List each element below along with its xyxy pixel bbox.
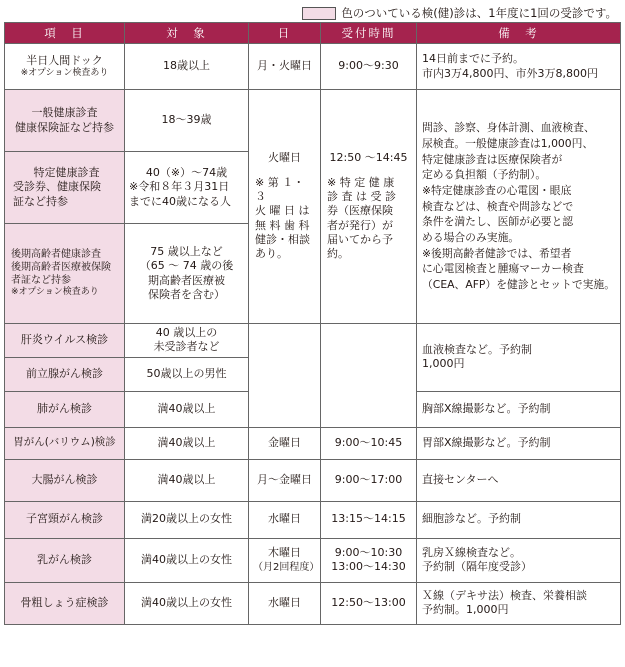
- item-cell: 乳がん検診: [5, 538, 125, 582]
- day-cell: 金曜日: [249, 427, 321, 459]
- target-cell: 50歳以上の男性: [125, 357, 249, 391]
- note-cell: 胸部X線撮影など。予約制: [417, 391, 621, 427]
- note-cell: 直接センターへ: [417, 459, 621, 501]
- header-time: 受付時間: [321, 23, 417, 44]
- table-row: [5, 582, 621, 624]
- table-row: [5, 44, 621, 90]
- time-cell: 9:00〜9:30: [321, 44, 417, 90]
- item-cell: 肝炎ウイルス検診: [5, 324, 125, 358]
- target-cell: 満40歳以上: [125, 427, 249, 459]
- table-row: [5, 427, 621, 459]
- header-item: 項 目: [5, 23, 125, 44]
- item-cell: 後期高齢者健康診査 後期高齢者医療被保険 者証など持参 ※オプション検査あり: [5, 224, 125, 324]
- target-cell: 40（※）〜74歳 ※令和８年３月31日 までに40歳になる人: [125, 152, 249, 224]
- day-cell: [249, 324, 321, 428]
- target-cell: 満20歳以上の女性: [125, 501, 249, 538]
- header-row: [5, 23, 621, 44]
- day-cell: 木曜日 （月2回程度）: [249, 538, 321, 582]
- item-cell: 骨粗しょう症検診: [5, 582, 125, 624]
- item-cell: 特定健康診査 受診券、健康保険 証など持参: [5, 152, 125, 224]
- table-row: [5, 324, 621, 358]
- item-cell: 半日人間ドック ※オプション検査あり: [5, 44, 125, 90]
- time-cell: 12:50 〜14:45 ※ 特 定 健 康 診 査 は 受 診 券（医療保険 者が発行）が 届いてから予 約。: [321, 90, 417, 324]
- header-note: 備 考: [417, 23, 621, 44]
- table-row: [5, 501, 621, 538]
- target-cell: 満40歳以上の女性: [125, 582, 249, 624]
- note-cell: 血液検査など。予約制 1,000円: [417, 324, 621, 392]
- note-cell: 問診、診察、身体計測、血液検査、 尿検査。一般健康診査は1,000円、 特定健康診査は医療保険者が 定める負担額（予約制）。 ※特定健康診査の心電図・眼底 検査などは、検査や問診などで 条件を満たし、医師が必要と認 める場合のみ実施。 ※後期高齢者健診では、希望者 に心電図検査と腫瘍マーカー検査 （CEA、AFP）を健診とセットで実施。: [417, 90, 621, 324]
- target-cell: 満40歳以上の女性: [125, 538, 249, 582]
- time-cell: 9:00〜10:30 13:00〜14:30: [321, 538, 417, 582]
- item-cell: 肺がん検診: [5, 391, 125, 427]
- target-cell: 18歳以上: [125, 44, 249, 90]
- table-row: [5, 459, 621, 501]
- legend-text: 色のついている検(健)診は、1年度に1回の受診です。: [341, 6, 617, 20]
- legend-swatch: [302, 7, 336, 20]
- note-cell: Ｘ線（デキサ法）検査、栄養相談 予約制。1,000円: [417, 582, 621, 624]
- header-target: 対 象: [125, 23, 249, 44]
- note-cell: 14日前までに予約。 市内3万4,800円、市外3万8,800円: [417, 44, 621, 90]
- target-cell: 満40歳以上: [125, 391, 249, 427]
- time-cell: [321, 324, 417, 428]
- day-cell: 月〜金曜日: [249, 459, 321, 501]
- item-cell: 大腸がん検診: [5, 459, 125, 501]
- time-cell: 12:50〜13:00: [321, 582, 417, 624]
- target-cell: 40 歳以上の 未受診者など: [125, 324, 249, 358]
- target-cell: 75 歳以上など （65 〜 74 歳の後 期高齢者医療被 保険者を含む）: [125, 224, 249, 324]
- target-cell: 満40歳以上: [125, 459, 249, 501]
- day-cell: 水曜日: [249, 501, 321, 538]
- day-cell: 月・火曜日: [249, 44, 321, 90]
- item-cell: 胃がん(バリウム)検診: [5, 427, 125, 459]
- checkup-table: [4, 22, 621, 625]
- day-cell: 火曜日 ※ 第 １・３ 火 曜 日 は 無 料 歯 科 健診・相談 あり。: [249, 90, 321, 324]
- target-cell: 18〜39歳: [125, 90, 249, 152]
- day-cell: 水曜日: [249, 582, 321, 624]
- table-row: [5, 538, 621, 582]
- item-cell: 一般健康診査 健康保険証など持参: [5, 90, 125, 152]
- item-cell: 前立腺がん検診: [5, 357, 125, 391]
- time-cell: 9:00〜10:45: [321, 427, 417, 459]
- note-cell: 胃部X線撮影など。予約制: [417, 427, 621, 459]
- time-cell: 9:00〜17:00: [321, 459, 417, 501]
- note-cell: 乳房Ｘ線検査など。 予約制（隔年度受診）: [417, 538, 621, 582]
- time-cell: 13:15〜14:15: [321, 501, 417, 538]
- note-cell: 細胞診など。予約制: [417, 501, 621, 538]
- legend: [302, 4, 617, 22]
- header-day: 日: [249, 23, 321, 44]
- item-cell: 子宮頸がん検診: [5, 501, 125, 538]
- table-row: [5, 90, 621, 152]
